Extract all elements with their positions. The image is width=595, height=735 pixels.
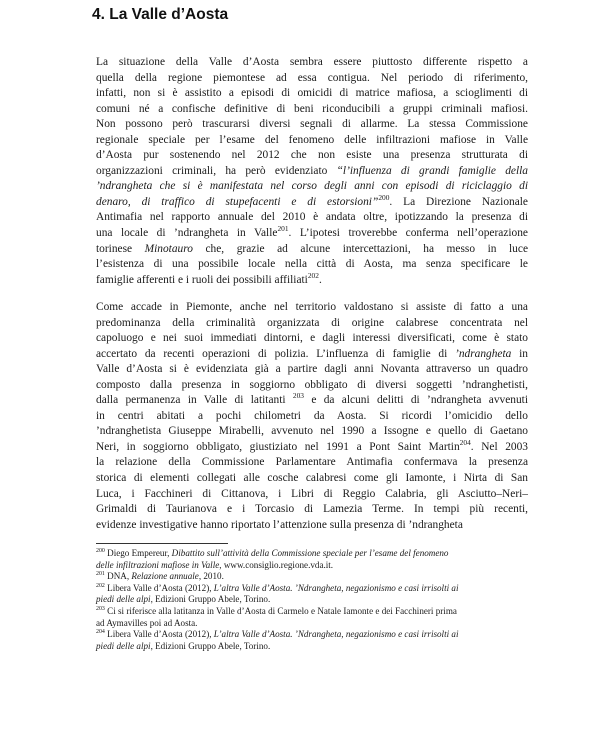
text-run: Libera Valle d’Aosta (2012), — [104, 629, 214, 640]
footnote-line — [96, 548, 528, 560]
text-run: . — [318, 273, 322, 286]
italic-text: Minotauro — [144, 242, 193, 255]
italic-text: denaro, di traffico di stupefacenti e di estorsioni” — [96, 195, 379, 208]
text-run: regionale speciale per l’esame del fenomeno delle infiltrazioni mafiose in Valle — [96, 133, 528, 146]
italic-text: ’ndrangheta — [455, 347, 512, 360]
text-line — [96, 133, 528, 149]
text-run: Luca, i Facchineri di Cittanova, i Libri di Reggio Calabria, gli Asciutto–Neri– — [96, 487, 528, 500]
italic-text: Dibattito sull’attività della Commissione speciale per l’esame del fenomeno — [171, 548, 449, 558]
text-line — [96, 86, 528, 102]
text-run: ad Aymavilles poi ad Aosta. — [96, 617, 198, 628]
footnote-number: 200 — [96, 547, 105, 554]
text-run: composto dalla presenza in soggiorno obbligato di diversi soggetti ’ndranghetisti, — [96, 378, 528, 391]
text-run: organizzazioni criminali, ha però evidenziato — [96, 164, 337, 177]
text-line — [96, 226, 528, 242]
footnote-202 — [96, 583, 528, 606]
text-run: d’Aosta pur sostenendo nel 2012 che non esiste una presenza strutturata di — [96, 149, 528, 162]
text-line — [96, 362, 528, 378]
italic-text: L’altra Valle d’Aosta. ’Ndrangheta, negazionismo e casi irrisolti ai — [213, 582, 459, 593]
text-run: che, grazie ad alcune intercettazioni, ha messo in luce — [192, 242, 528, 255]
footnote-ref[interactable]: 201 — [277, 224, 289, 234]
footnote-line — [96, 583, 528, 595]
text-run: dalla permanenza in Valle di latitanti — [96, 394, 293, 407]
text-run: , www.consiglio.regione.vda.it. — [219, 559, 334, 570]
text-line — [96, 455, 528, 471]
text-run: famiglie afferenti e i ruoli dei possibili affiliati — [96, 273, 308, 286]
text-run: capoluogo e nei suoi immediati dintorni, e dagli interessi diversificati, come è stato — [96, 332, 528, 345]
text-line — [96, 502, 528, 518]
text-run: Neri, in soggiorno obbligato, giustiziato nel 1991 a Pont Saint Martin — [96, 440, 460, 453]
text-line — [96, 242, 528, 258]
text-line — [96, 148, 528, 164]
text-run: DNA, — [104, 571, 132, 582]
text-run: Antimafia nel rapporto annuale del 2010 è andata oltre, ipotizzando la presenza di — [96, 211, 528, 224]
italic-text: delle infiltrazioni mafiose in Valle — [96, 559, 220, 570]
text-line — [96, 179, 528, 195]
text-line — [96, 71, 528, 87]
italic-text: piedi delle alpi — [96, 594, 151, 605]
text-run: Grimaldi di Taurianova e i Torcasio di Lamezia Terme. In tempi più recenti, — [96, 503, 528, 516]
text-line — [96, 55, 528, 71]
paragraph-1 — [96, 55, 528, 288]
text-line — [96, 164, 528, 180]
text-run: in — [511, 347, 528, 360]
footnote-203 — [96, 606, 528, 629]
footnote-line — [96, 594, 528, 606]
text-line — [96, 393, 528, 409]
text-run: Come accade in Piemonte, anche nel territorio valdostano si assiste di fatto a una — [96, 301, 528, 313]
text-line — [96, 195, 528, 211]
text-run: la relazione della Commissione Parlamentare Antimafia confermava la presenza — [96, 456, 528, 469]
text-line — [96, 440, 528, 456]
text-line — [96, 270, 528, 289]
text-line — [96, 210, 528, 226]
text-run: predominanza della criminalità organizzata di origine calabrese concentrata nel — [96, 316, 528, 329]
footnote-ref[interactable]: 203 — [292, 391, 304, 401]
footnote-ref[interactable]: 202 — [307, 270, 319, 280]
text-line — [96, 378, 528, 394]
footnote-204 — [96, 629, 528, 652]
text-line — [96, 518, 528, 534]
footnote-ref[interactable]: 204 — [459, 438, 471, 448]
text-line — [96, 487, 528, 503]
section-heading: 4. La Valle d’Aosta — [92, 6, 229, 23]
paragraph-2-text — [96, 300, 528, 533]
text-line — [96, 347, 528, 363]
footnote-line — [96, 641, 528, 653]
footnote-number: 201 — [96, 571, 105, 578]
footnote-line — [96, 560, 528, 572]
text-run: accertato da recenti operazioni di polizia. L’influenza di famiglie di — [96, 347, 456, 360]
text-run: . La Direzione Nazionale — [389, 195, 528, 208]
text-line — [96, 316, 528, 332]
text-run: Ci si riferisce alla latitanza in Valle d’Aosta di Carmelo e Natale Iamonte e dei Facchineri prima — [104, 605, 457, 616]
text-run: , 2010. — [198, 571, 224, 582]
text-run: . Nel 2003 — [470, 440, 528, 453]
paragraph-2 — [96, 300, 528, 533]
footnote-number: 204 — [96, 629, 105, 636]
text-run: evidenze investigative hanno riportato l’attenzione sulla presenza di ’ndrangheta — [96, 518, 463, 531]
text-run: quella della regione piemontese ad essa contigua. Nel periodo di riferimento, — [96, 71, 528, 84]
footnote-ref[interactable]: 200 — [378, 193, 390, 203]
footnote-200 — [96, 548, 528, 571]
text-run: , Edizioni Gruppo Abele, Torino. — [150, 594, 271, 605]
text-run: Valle d’Aosta si è evidenziata già a partire dagli anni Novanta attraverso un quadro — [96, 363, 528, 376]
paragraph-1-text — [96, 55, 528, 288]
text-run: . L’ipotesi troverebbe conferma nell’operazione — [288, 227, 528, 240]
text-line — [96, 102, 528, 118]
footnote-line — [96, 629, 528, 641]
footnote-number: 202 — [96, 582, 105, 589]
text-line — [96, 471, 528, 487]
text-run: La situazione della Valle d’Aosta sembra essere piuttosto differente rispetto a — [96, 56, 528, 68]
text-line — [96, 331, 528, 347]
text-run: Non possono però trascurarsi diversi segnali di allarme. La stessa Commissione — [96, 118, 528, 131]
italic-text: piedi delle alpi — [96, 640, 151, 651]
text-line — [96, 409, 528, 425]
italic-text: L’altra Valle d’Aosta. ’Ndrangheta, negazionismo e casi irrisolti ai — [213, 629, 459, 640]
italic-text: “l’influenza di grandi famiglie della — [336, 164, 529, 177]
footnote-line — [96, 606, 528, 618]
footnotes — [96, 548, 528, 652]
text-run: in centri abitati a pochi chilometri da Aosta. Si ricordi l’omicidio dello — [96, 409, 528, 422]
footnote-line — [96, 618, 528, 630]
italic-text: ’ndrangheta che si è manifestata nel corso degli anni con episodi di riciclaggio di — [96, 180, 528, 193]
footnote-number: 203 — [96, 605, 105, 612]
text-run: storica di elementi collegati alle cosche calabresi come gli Iamonte, i Nirta di San — [96, 472, 528, 485]
text-run: e da alcuni delitti di ’ndrangheta avvenuti — [303, 394, 529, 407]
text-run: comuni né a confische definitive di beni riconducibili a gruppi criminali mafiosi. — [96, 102, 528, 115]
italic-text: Relazione annuale — [131, 571, 199, 582]
text-run: Libera Valle d’Aosta (2012), — [104, 582, 214, 593]
text-run: torinese — [96, 242, 145, 255]
text-run: Diego Empereur, — [104, 548, 172, 558]
text-run: ’ndranghetista Giuseppe Mirabelli, avvenuto nel 1990 a Issogne e quello di Gaetano — [96, 425, 528, 438]
footnote-201 — [96, 571, 528, 583]
text-run: l’esistenza di una possibile locale nella città di Aosta, ma senza specificare le — [96, 258, 528, 271]
text-run: una locale di ’ndrangheta in Valle — [96, 227, 278, 240]
text-line — [96, 117, 528, 133]
text-run: , Edizioni Gruppo Abele, Torino. — [150, 640, 271, 651]
footnote-line — [96, 571, 528, 583]
footnote-separator — [96, 543, 228, 544]
text-line — [96, 300, 528, 316]
text-run: infatti, non si è assistito a episodi di omicidi di matrice mafiosa, a scioglimenti di — [96, 87, 528, 100]
